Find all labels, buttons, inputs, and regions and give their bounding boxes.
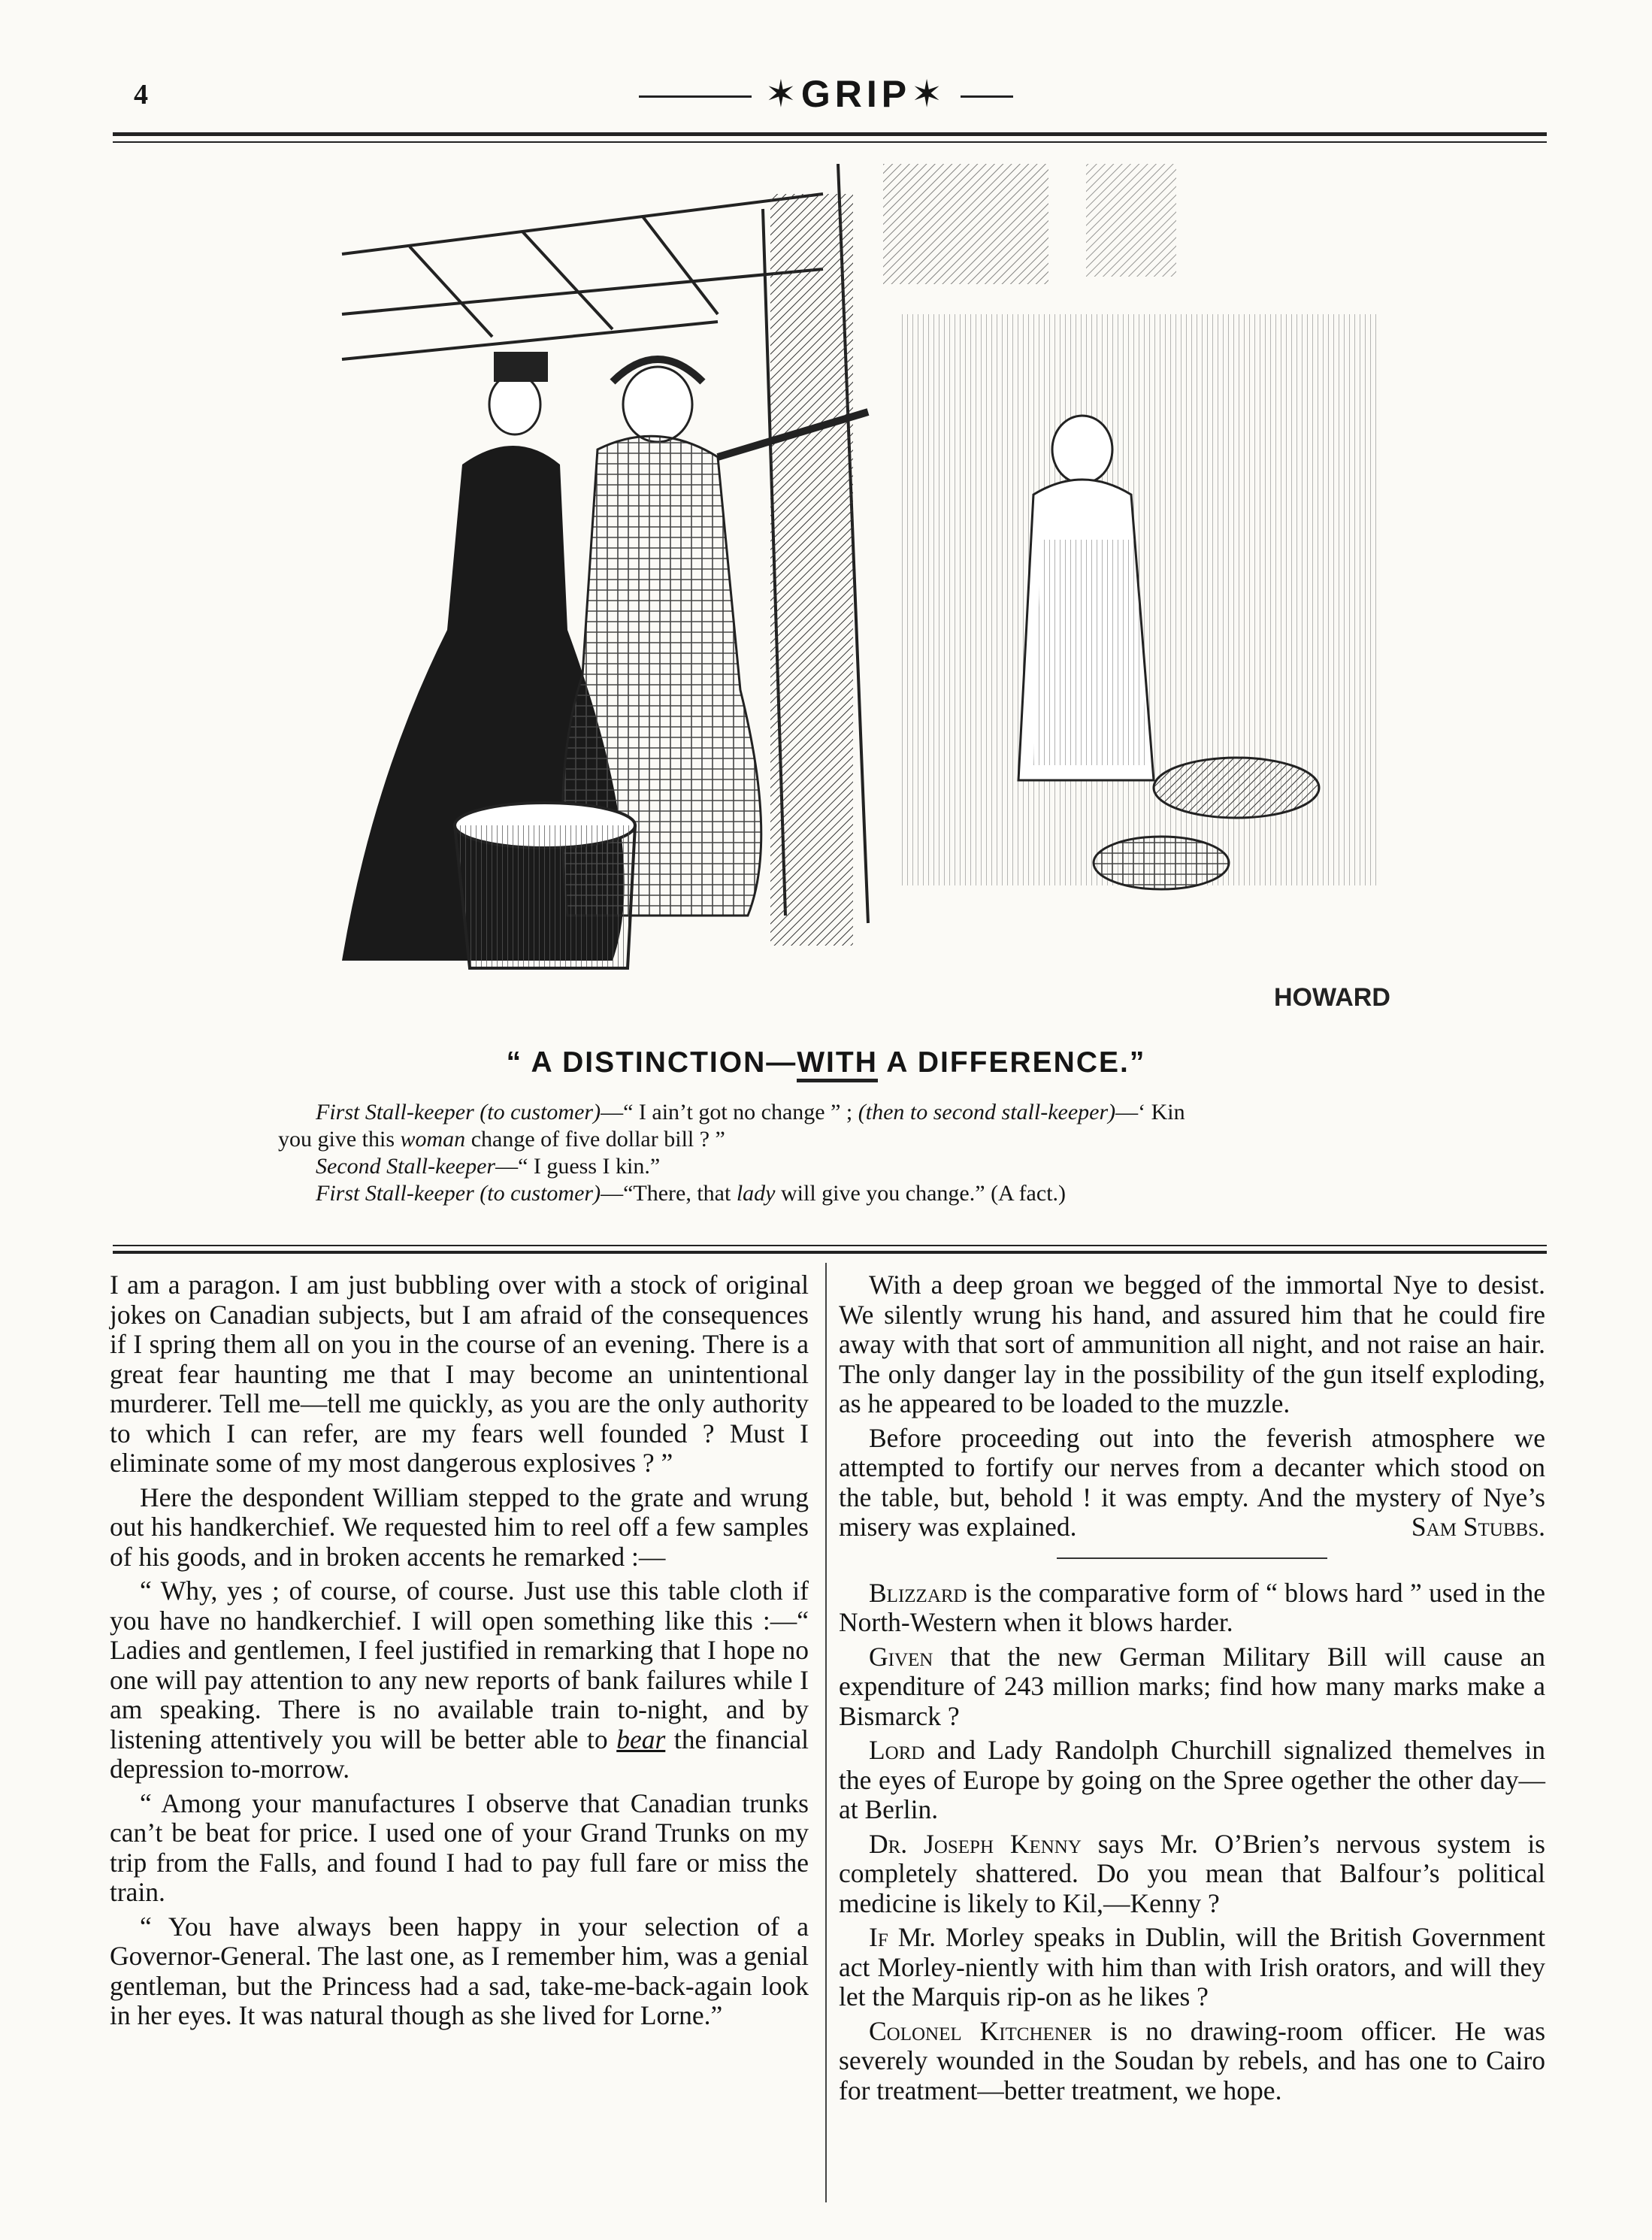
masthead-title: GRIP <box>800 73 912 115</box>
artist-signature: HOWARD <box>1274 983 1390 1012</box>
left-column <box>110 1270 809 2036</box>
squib-item: Blizzard is the comparative form of “ blows hard ” used in the North-Western when it blows harder. <box>839 1577 1545 1637</box>
left-paragraph-4: “ Among your manufactures I observe that Canadian trunks can’t be beat for price. I used one of your Grand Trunks on my trip from the Falls, and found I had to pay full fare or miss the train. <box>110 1787 809 1907</box>
dialogue-line-2: Second Stall-keeper—“ I guess I kin.” <box>316 1154 661 1179</box>
section-separator <box>1057 1557 1327 1559</box>
market-stall-illustration <box>297 164 1394 1051</box>
dialogue-line-1-cont: you give this woman change of five dollar bill ? ” <box>278 1127 725 1152</box>
squib-item: Given that the new German Military Bill will cause an expenditure of 243 million marks; find how many marks make a Bismarck ? <box>839 1641 1545 1731</box>
caption-dialogue <box>278 1099 1413 1207</box>
left-paragraph-3: “ Why, yes ; of course, of course. Just use this table cloth if you have no handkerchief. I will open something like this :—“ Ladies and gentlemen, I feel justified in remarking that I hope no one will pay attention to any new reports of bank failures while I am speaking. There is no available train to-night, and by listening attentively you will be better able to bear the financial depression to-morrow. <box>110 1576 809 1784</box>
squib-list <box>839 1579 1545 2106</box>
body-rule-thick <box>113 1251 1547 1254</box>
squib-item: Colonel Kitchener is no drawing-room officer. He was severely wounded in the Soudan by rebels, and has one to Cairo for treatment—better treatment, we hope. <box>839 2015 1546 2105</box>
background-buildings <box>883 164 1048 284</box>
barrel <box>455 803 635 968</box>
squib-item: Dr. Joseph Kenny says Mr. O’Brien’s nervous system is completely shattered. Do you mean that Balfour’s political medicine is likely to Kil,—Kenny ? <box>839 1828 1545 1918</box>
right-paragraph-2: Before proceeding out into the feverish atmosphere we attempted to fortify our nerves from a decanter which stood on the table, but, behold ! it was empty. And the mystery of Nye’s misery was explained. Sam Stubbs. <box>839 1422 1545 1542</box>
masthead: ✶GRIP✶ <box>0 72 1652 116</box>
page-number: 4 <box>134 79 148 110</box>
squib-item: Lord and Lady Randolph Churchill signalized themelves in the eyes of Europe by going on the Spree ogether the other day—at Berlin. <box>839 1735 1545 1824</box>
dialogue-line-3: First Stall-keeper (to customer)—“There, that lady will give you change.” (A fact.) <box>316 1181 1067 1206</box>
column-divider <box>825 1263 827 2202</box>
header-rule-thick <box>113 132 1547 136</box>
dialogue-line-1: First Stall-keeper (to customer)—“ I ain’t got no change ” ; (then to second stall-keeper)—‘ Kin <box>316 1100 1185 1125</box>
left-paragraph-1: I am a paragon. I am just bubbling over with a stock of original jokes on Canadian subjects, but I am afraid of the consequences if I spring them all on you in the course of an evening. There is a great fear haunting me that I may become an unintentional murderer. Tell me—tell me quickly, as you are the only authority to which I can refer, are my fears well founded ? Must I eliminate some of my most dangerous explosives ? ” <box>110 1270 809 1478</box>
author-signature: Sam Stubbs. <box>1411 1512 1545 1542</box>
left-paragraph-5: “ You have always been happy in your selection of a Governor-General. The last one, as I remember him, was a genial gentleman, but the Princess had a sad, take-me-back-again look in her eyes. It was natural though as she lived for Lorne.” <box>110 1911 809 2030</box>
squib-item: If Mr. Morley speaks in Dublin, will the British Government act Morley-niently with him than with Irish orators, and will they let the Marquis rip-on as he likes ? <box>839 1922 1545 2011</box>
header-rule-thin <box>113 141 1547 143</box>
masthead-dash-right <box>961 95 1013 98</box>
left-paragraph-2: Here the despondent William stepped to the grate and wrung out his handkerchief. We requested him to reel off a few samples of his goods, and in broken accents he remarked :— <box>110 1482 809 1572</box>
stall-post <box>770 194 853 946</box>
masthead-dash-left <box>639 95 752 98</box>
right-column <box>839 1270 1545 2110</box>
body-rule-thin <box>113 1245 1547 1246</box>
right-paragraph-1: With a deep groan we begged of the immortal Nye to desist. We silently wrung his hand, and assured him that he could fire away with that sort of ammunition all night, and not raise an hair. The only danger lay in the possibility of the gun itself exploding, as he appeared to be loaded to the muzzle. <box>839 1270 1545 1418</box>
caption-title: “ A DISTINCTION—WITH A DIFFERENCE.” <box>0 1046 1652 1079</box>
